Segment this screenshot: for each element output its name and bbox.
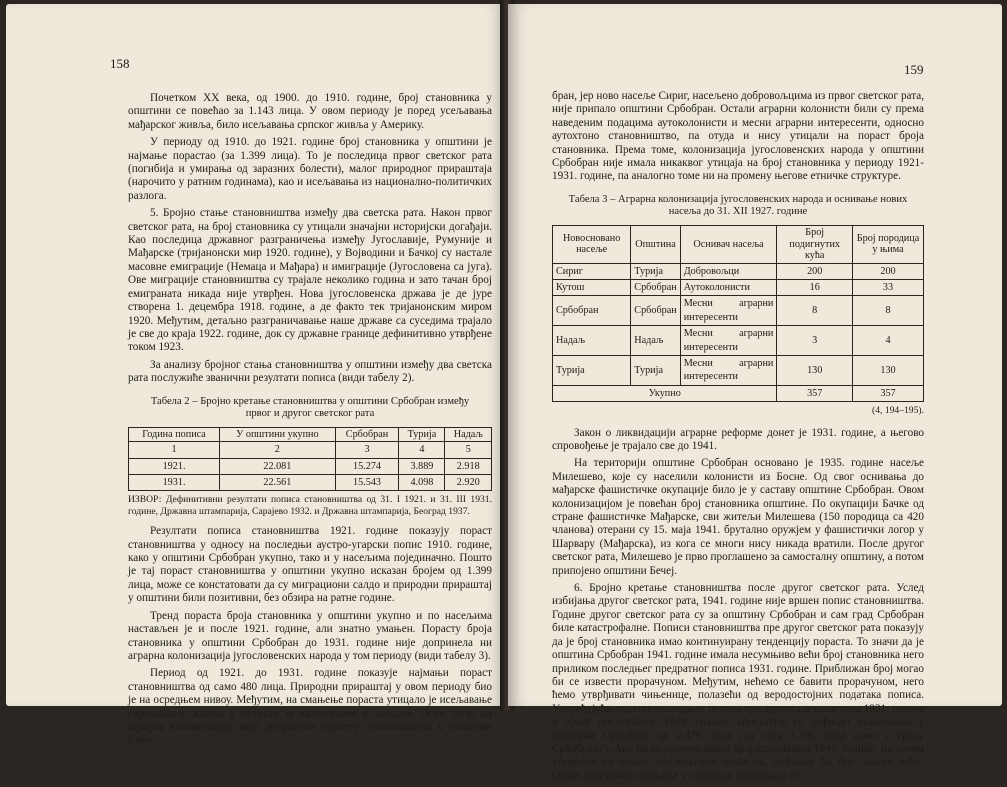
table-cell: 2.920: [445, 475, 492, 491]
right-page-body: [552, 90, 924, 787]
table-cell: 1921.: [129, 458, 220, 474]
table-cell: 15.274: [335, 458, 399, 474]
table-cell: 4: [853, 326, 924, 356]
column-header: Србобран: [335, 427, 399, 442]
paragraph: Тренд пораста броја становника у општини укупно и по насељима настављен је и после 1921. године, али знатно умањен. Порасту броја становника у општини Србобран до 1931. године није допринела ни аграрна колонизација југословенских народа у том периоду (види табелу 3).: [128, 609, 492, 662]
table-2: [128, 427, 492, 492]
table-3-reference: (4, 194–195).: [872, 405, 924, 417]
table-cell: 4.098: [399, 475, 445, 491]
total-label: Укупно: [553, 385, 777, 401]
table-cell: 4: [399, 442, 445, 458]
table-2-caption: Табела 2 – Бројно кретање становништва у општини Србобран између првог и другог светског рата: [150, 395, 470, 420]
paragraph: Почетком XX века, од 1900. до 1910. године, број становника у општини се повећао за 1.143 лица. У овом периоду је поред усељавања мађарског живља, било исељавања српског живља у Америку.: [128, 92, 492, 131]
table-cell: 1: [129, 442, 220, 458]
table-total-row: [553, 385, 924, 401]
table-cell: Турија: [631, 263, 680, 279]
table-cell: Надаљ: [553, 326, 631, 356]
left-page-body: [128, 92, 492, 752]
paragraph: 5. Бројно стање становништва између два светска рата. Након првог светског рата, на број становника су утицали значајни историјски догађаји. Као последица државног разграничења између Југославије, Румуније и Мађарске (тријанонски мир 1920. године), у Војводини и Бачкој су настале масовне емиграције (Немаца и Мађара) и имиграције (Југословена са југа). Ове миграције становништва су трајале неколико година и зато тачан број емиграната никада није утврђен. Нова југословенска држава је де јуре створена 1. децембра 1918. године, а де факто тек тријанонским миром 1920. Међутим, детаљно разграничавање наше државе са суседима трајало је све до краја 1922. године, док су државне границе дефинитивно утврђене током 1923.: [128, 207, 492, 354]
table-cell: 3: [335, 442, 399, 458]
column-header: Број подигнутих кућа: [777, 226, 853, 264]
column-header: Новосновано насеље: [553, 226, 631, 264]
paragraph: Период од 1921. до 1931. године показује најмањи пораст становништва од само 480 лица. Природни прираштај у овом периоду био је на осредњем нивоу. Међутим, на смањење пораста утицало је исељавање сиромашног живља у потрази за запослењем и зарадом. Осим тога, ни аграрна колонизација није допринела порасту становништва у општини Србо-: [128, 667, 492, 747]
table-3-caption: Табела 3 – Аграрна колонизација југословенских народа и оснивање нових насеља до 31. XII 1927. године: [568, 193, 908, 218]
column-header: Година пописа: [129, 427, 220, 442]
table-row: [553, 279, 924, 295]
column-header: Општина: [631, 226, 680, 264]
table-cell: Надаљ: [631, 326, 680, 356]
table-cell: 15.543: [335, 475, 399, 491]
page-number: 159: [904, 62, 924, 77]
paragraph: 6. Бројно кретање становништва после другог светског рата. Услед избијања другог светског рата, 1941. године није вршен попис становништва. Године другог светског рата су за општину Србобран и сам град Србобран биле катастрофалне. Пописи становништва пре другог светског рата показују да је број становника имао континуирану тенденцију пораста. То значи да је општина Србобран 1941. године имала несумњиво већи број становника него приликом последњег предратног пописа 1931. године. Приближан број могао би се извести прорачуном. Међутим, нећемо се бавити прорачуном, него ћемо утврђивати чињенице, полазећи од веродостојних података пописа. Упоређујући податке последњег пописа пре другог светског рата 1931. године и првог послератног 1948. године, констатује се дефицит становника у општини Србобран од 2.479 лица (од тога 1.796 лица само у граду Србобрану). Ако би се прорачунавао број становника 1941. године, па потом упоредио са првим послератним пописом, дефицит би био знатно већи. Овако драстично смањење у општини објашњава се: [552, 582, 924, 782]
table-cell: 2: [220, 442, 336, 458]
table-cell: 3: [777, 326, 853, 356]
table-cell: Србобран: [631, 296, 680, 326]
paragraph: За анализу бројног стања становништва у општини између два светска рата послужиће званични резултати пописа (види табелу 2).: [128, 358, 492, 385]
column-header: Надаљ: [445, 427, 492, 442]
paragraph: бран, јер ново насеље Сириг, насељено добровољцима из првог светског рата, није припало општини Србобран. Остали аграрни колонисти били су према наведеним подацима аутоколонисти и месни аграрни интересенти, односно аутохтоно становништво, па отуда и нису утицали на пораст броја становника. Према томе, колонизација југословенских народа у општини Србобран није имала никаквог утицаја на број становника у периоду 1921-1931. године, па аналогно томе ни на промену његове етничке структуре.: [552, 90, 924, 183]
paragraph: На територији општине Србобран основано је 1935. године насеље Милешево, које су населили колонисти из Босне. Од свог оснивања до мађарске фашистичке окупације било је у саставу општине Србобран. Овом колонизацијом је повећан број становника општине. По окупацији Бачке од стране фашистичке Мађарске, сви житељи Милешева (150 породица са 420 чланова) отерани су 15. маја 1941. брутално оружјем у фашистички логор у Шарвару (Мађарска), из кога се многи нису никада вратили. После другог светског рата, Милешево је прво проглашено за самосталну општину, а потом припојено општини Бечеј.: [552, 457, 924, 577]
table-cell: 22.081: [220, 458, 336, 474]
table-cell: 130: [777, 355, 853, 385]
table-cell: 2.918: [445, 458, 492, 474]
table-cell: Турија: [631, 355, 680, 385]
table-cell: Србобран: [631, 279, 680, 295]
table-row: [553, 355, 924, 385]
column-header: Оснивач насеља: [680, 226, 777, 264]
table-cell: 5: [445, 442, 492, 458]
table-cell: 3.889: [399, 458, 445, 474]
table-3: [552, 225, 924, 402]
table-cell: Србобран: [553, 296, 631, 326]
table-cell: 16: [777, 279, 853, 295]
table-cell: 22.561: [220, 475, 336, 491]
column-header: У општини укупно: [220, 427, 336, 442]
table-row: [553, 326, 924, 356]
left-page: [6, 4, 506, 747]
paragraph: Закон о ликвидацији аграрне реформе донет је 1931. године, а његово спровођење је трајало све до 1941.: [552, 426, 924, 452]
table-row: [129, 475, 492, 491]
paragraph: У периоду од 1910. до 1921. године број становника у општини је најмање порастао (за 1.399 лица). То је последица првог светског рата (погибија и умирања од заразних болести), малог природног прираштаја (нарочито у ратним годинама), као и исељавања из национално-политичких разлога.: [128, 136, 492, 202]
right-page: [508, 4, 1002, 782]
table-cell: Кутош: [553, 279, 631, 295]
table-cell: 1931.: [129, 475, 220, 491]
table-cell: 357: [853, 385, 924, 401]
table-cell: 8: [853, 296, 924, 326]
table-cell: Сириг: [553, 263, 631, 279]
table-cell: Добровољци: [680, 263, 777, 279]
table-cell: 200: [853, 263, 924, 279]
table-cell: Месни аграрни интересенти: [680, 355, 777, 385]
table-cell: Месни аграрни интересенти: [680, 296, 777, 326]
table-cell: 200: [777, 263, 853, 279]
table-row: [553, 296, 924, 326]
table-row: [553, 263, 924, 279]
table-index-row: [129, 442, 492, 458]
table-cell: Турија: [553, 355, 631, 385]
table-cell: Месни аграрни интересенти: [680, 326, 777, 356]
table-row: [129, 458, 492, 474]
column-header: Број породица у њима: [853, 226, 924, 264]
column-header: Турија: [399, 427, 445, 442]
table-header-row: [553, 226, 924, 264]
table-cell: 130: [853, 355, 924, 385]
paragraph: Резултати пописа становништва 1921. године показују пораст становништва у односу на последњи аустро-угарски попис 1910. године, како у општини Србобран укупно, тако и у насељима појединачно. Пошто је тај пораст становништва у општини укупно исказан бројем од 1.399 лица, може се констатовати да су миграциони салдо и природни прираштај у општини били позитивни, без обзира на ратне године.: [128, 525, 492, 605]
table-cell: 357: [777, 385, 853, 401]
table-2-source: ИЗВОР: Дефинитивни резултати пописа становништва од 31. I 1921. и 31. III 1931. године, Државна штампарија, Сарајево 1932. и Државна штампарија, Београд 1937.: [128, 494, 492, 517]
table-header-row: [129, 427, 492, 442]
table-cell: 33: [853, 279, 924, 295]
table-cell: 8: [777, 296, 853, 326]
page-number: 158: [110, 56, 130, 71]
table-cell: Аутоколонисти: [680, 279, 777, 295]
